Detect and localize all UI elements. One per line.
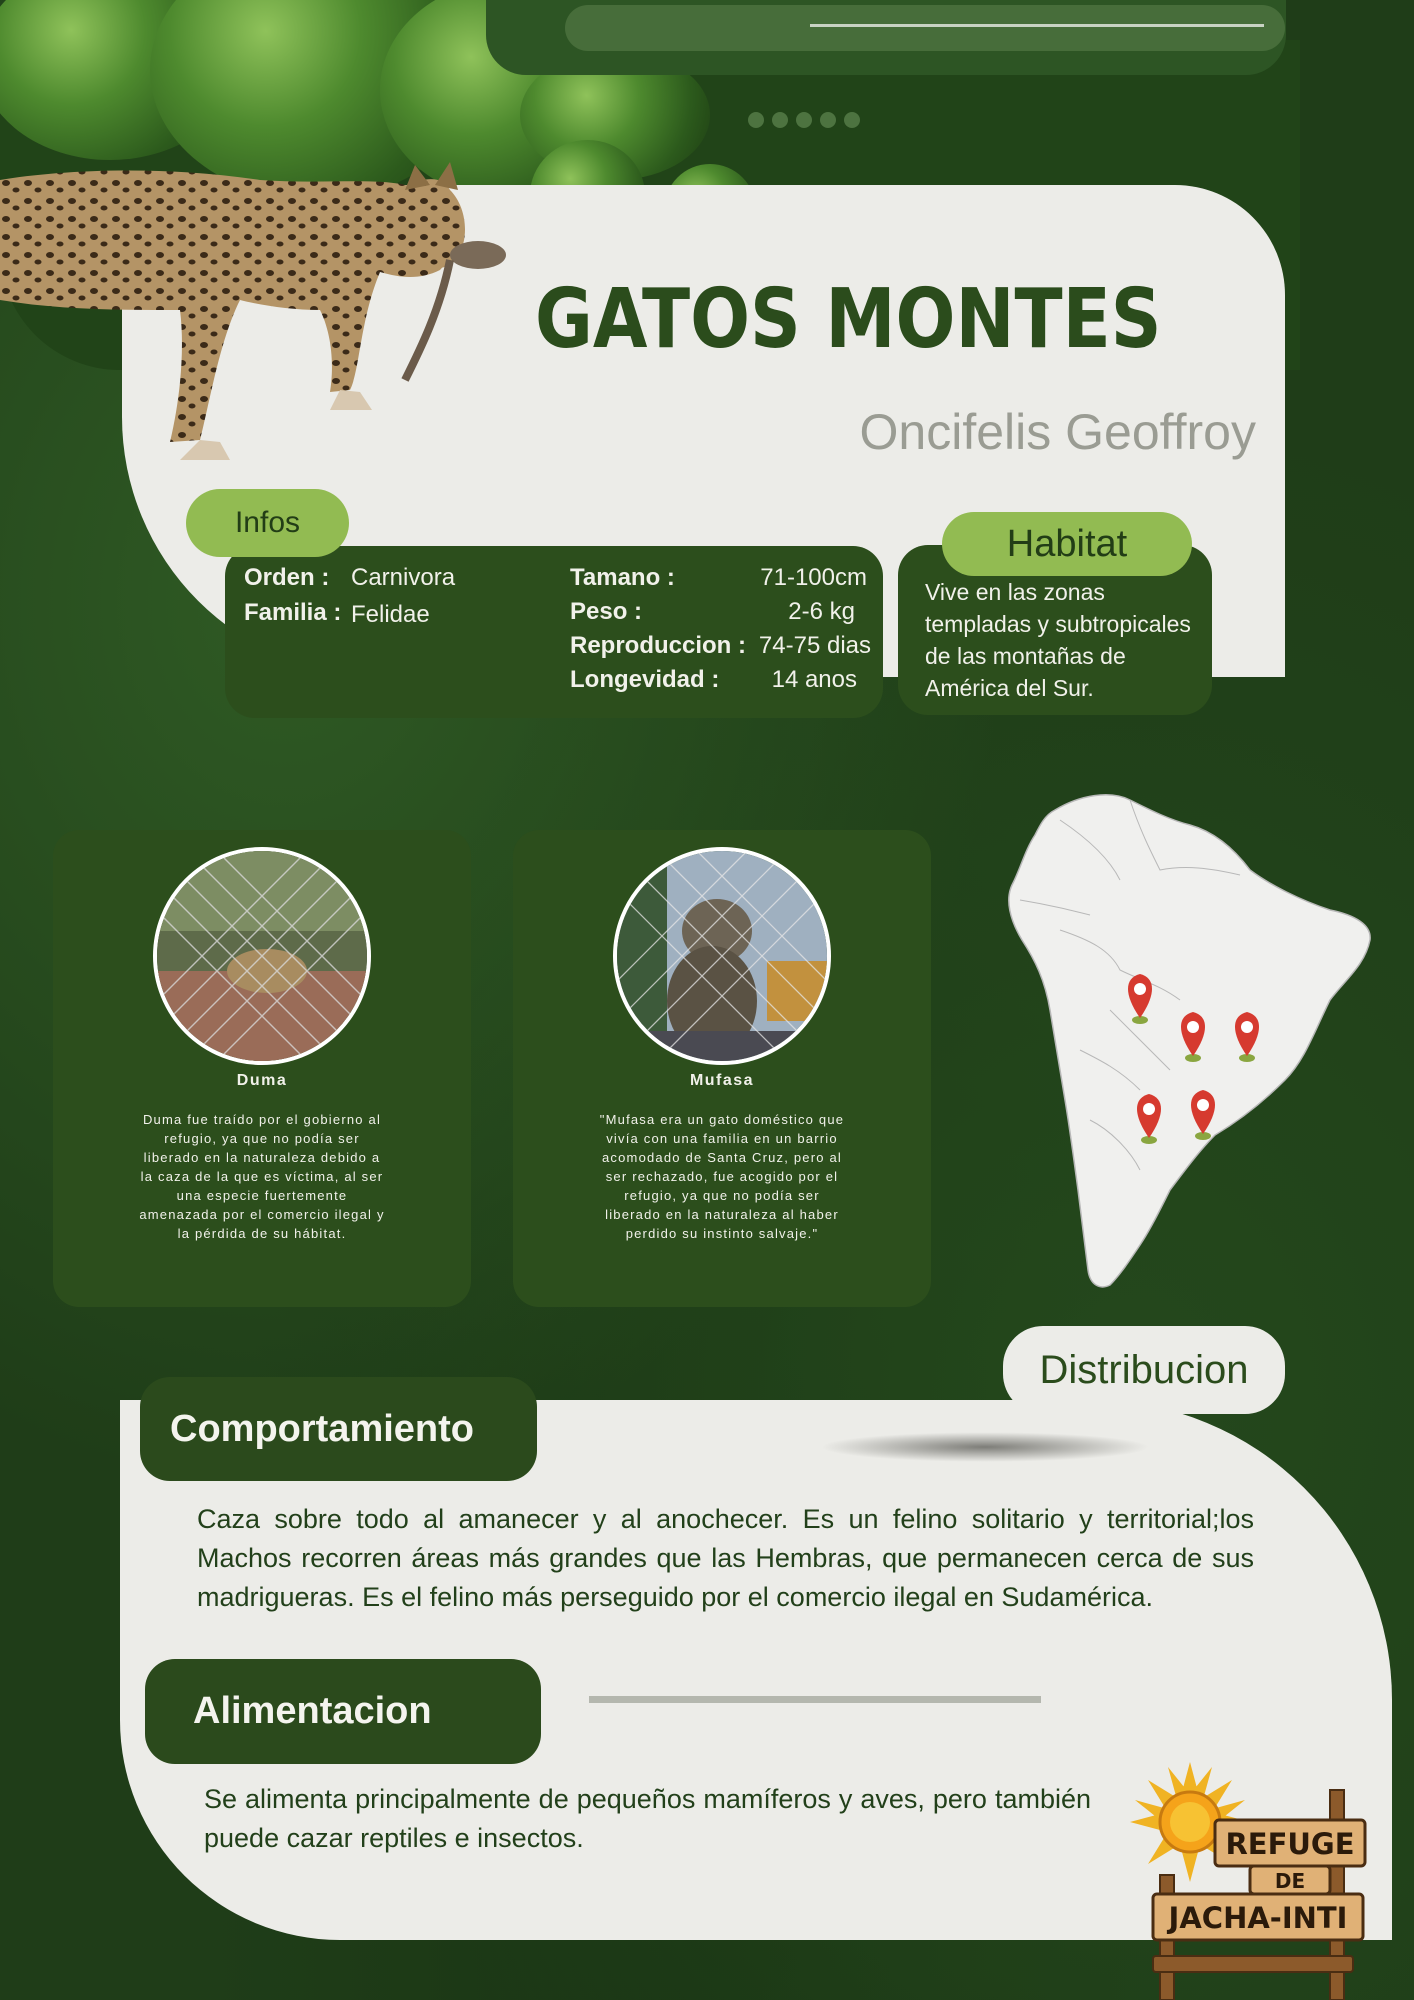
animal-name: Duma	[236, 1072, 288, 1089]
scientific-name: Oncifelis Geoffroy	[859, 404, 1256, 460]
habitat-text: Vive en las zonas templadas y subtropicales de las montañas de América del Sur.	[925, 579, 1191, 701]
info-key: Orden :	[244, 564, 330, 591]
decor-dots	[748, 112, 860, 128]
logo-line1: REFUGE	[1225, 1827, 1355, 1861]
top-decor-line	[810, 24, 1264, 27]
comportamiento-text: Caza sobre todo al amanecer y al anochecer. Es un felino solitario y territorial;los Machos recorren áreas más grandes que las Hembras, que permanecen cerca de sus madrigueras. Es el felino más perseguido por el comercio ilegal en Sudamérica.	[197, 1504, 1254, 1612]
info-row	[244, 564, 329, 592]
animal-card-mufasa	[513, 830, 931, 1307]
animal-description: "Mufasa era un gato doméstico que vivía con una familia en un barrio acomodado de Santa Cruz, pero al ser rechazado, fue acogido por el refugio, ya que no podía ser liberado en la naturaleza al haber perdido su instinto salvaje."	[599, 1112, 845, 1241]
info-value: 71-100cm	[760, 564, 867, 591]
south-america-map	[1000, 790, 1380, 1300]
comportamiento-heading: Comportamiento	[140, 1377, 537, 1481]
logo-line3: JACHA-INTI	[1168, 1901, 1348, 1935]
animal-name: Mufasa	[689, 1072, 755, 1089]
duma-photo	[153, 847, 371, 1065]
info-value: 14 anos	[771, 666, 857, 693]
mufasa-photo	[613, 847, 831, 1065]
info-key: Reproduccion :	[570, 632, 747, 659]
info-row	[570, 666, 719, 694]
info-row	[570, 564, 675, 592]
refuge-logo	[1125, 1760, 1375, 2000]
info-key: Familia :	[244, 599, 342, 626]
logo-line2: DE	[1274, 1869, 1306, 1893]
info-value: Carnivora	[351, 564, 456, 591]
info-row	[570, 632, 746, 660]
info-value: Felidae	[351, 601, 430, 628]
decor-line	[589, 1696, 1041, 1703]
distribution-label: Distribucion	[1003, 1326, 1285, 1414]
page-title: GATOS MONTES	[535, 272, 1162, 367]
alimentacion-text: Se alimenta principalmente de pequeños mamíferos y aves, pero también puede cazar reptiles e insectos.	[204, 1784, 1091, 1853]
info-value: 74-75 dias	[758, 632, 871, 659]
animal-card-duma	[53, 830, 471, 1307]
top-decor-pill-inner	[565, 5, 1285, 51]
info-panel	[225, 546, 883, 718]
info-row	[570, 598, 642, 626]
infos-tab: Infos	[186, 489, 349, 557]
info-value: 2-6 kg	[788, 598, 855, 625]
alimentacion-heading: Alimentacion	[145, 1659, 541, 1764]
wildcat-image	[0, 160, 540, 480]
decor-shadow	[820, 1432, 1150, 1462]
info-key: Longevidad :	[570, 666, 720, 693]
info-key: Peso :	[570, 598, 643, 625]
info-row	[244, 599, 341, 627]
animal-description: Duma fue traído por el gobierno al refugio, ya que no podía ser liberado en la naturaleza debido a la caza de la que es víctima, al ser una especie fuertemente amenazada por el comercio ilegal y la pérdida de su hábitat.	[139, 1112, 385, 1241]
info-key: Tamano :	[570, 564, 675, 591]
habitat-tab: Habitat	[942, 512, 1192, 576]
